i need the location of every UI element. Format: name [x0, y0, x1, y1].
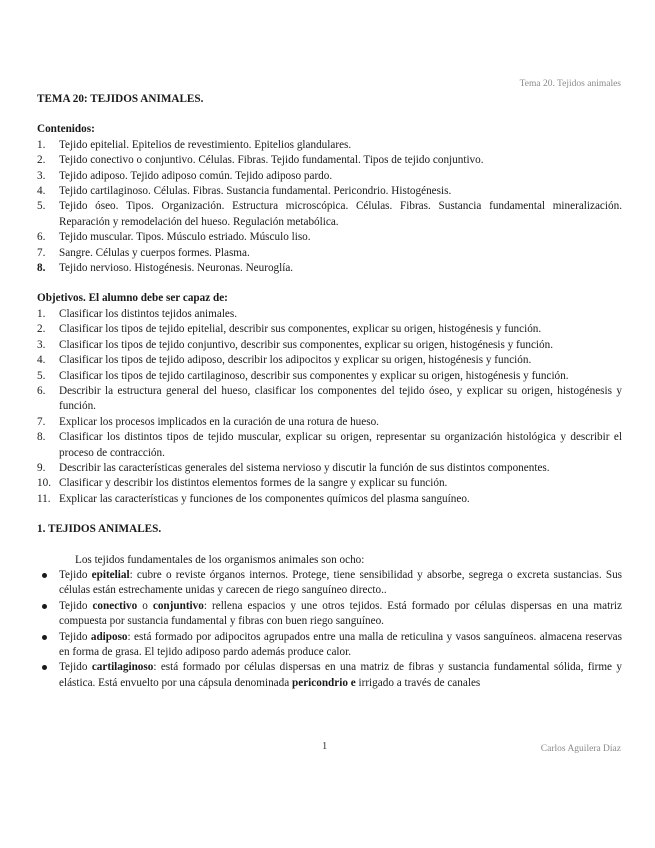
list-item: 2. Tejido conectivo o conjuntivo. Células. Fibras. Tejido fundamental. Tipos de tejido conjuntivo.: [37, 154, 484, 167]
list-item: 3. Tejido adiposo. Tejido adiposo común. Tejido adiposo pardo.: [37, 169, 333, 182]
list-item: 1. Clasificar los distintos tejidos animales.: [37, 307, 238, 320]
author-footer: Carlos Aguilera Díaz: [540, 744, 621, 754]
page-content: [37, 92, 622, 691]
objetivos-heading: Objetivos. El alumno debe ser capaz de:: [37, 292, 228, 305]
list-item: 5. Clasificar los tipos de tejido cartilaginoso, describir sus componentes y explicar su origen, histogénesis y función.: [37, 369, 569, 382]
bullet-icon: [42, 604, 47, 609]
page-number: 1: [322, 741, 328, 752]
list-item: 8. Tejido nervioso. Histogénesis. Neuronas. Neuroglía.: [37, 262, 294, 275]
objetivos-list: [37, 307, 622, 507]
running-header: Tema 20. Tejidos animales: [519, 79, 621, 89]
list-item: 9. Describir las características generales del sistema nervioso y discutir la función de sus distintos componentes.: [37, 461, 550, 474]
bullet-item: Tejido epitelial: cubre o reviste órganos internos. Protege, tiene sensibilidad y absorbe, segrega o excreta sustancias. Sus células están estrechamente unidas y carecen de riego sanguíneo directo..: [37, 568, 622, 599]
list-item: 4. Tejido cartilaginoso. Células. Fibras. Sustancia fundamental. Pericondrio. Histogénesis.: [37, 185, 452, 198]
bullet-icon: [42, 573, 47, 578]
list-item: 2. Clasificar los tipos de tejido epitelial, describir sus componentes, explicar su origen, histogénesis y función.: [37, 323, 542, 336]
section-title: 1. TEJIDOS ANIMALES.: [37, 523, 162, 536]
contenidos-heading: Contenidos:: [37, 123, 95, 136]
contenidos-list: [37, 138, 622, 277]
list-item: 8. Clasificar los distintos tipos de tejido muscular, explicar su origen, representar su organización histológica y describir el proceso de contracción.: [37, 431, 622, 459]
list-item: 6. Describir la estructura general del hueso, clasificar los componentes del tejido óseo, y explicar su origen, histogénesis y función.: [37, 384, 622, 413]
bullet-item: Tejido cartilaginoso: está formado por células dispersas en una matriz de fibras y sustancia fundamental sólida, firme y elástica. Está envuelto por una cápsula denominada pericondrio e irrigado a través de canales: [37, 660, 622, 691]
list-item: 1. Tejido epitelial. Epitelios de revestimiento. Epitelios glandulares.: [37, 138, 352, 151]
list-item: 10. Clasificar y describir los distintos elementos formes de la sangre y explicar su función.: [37, 477, 448, 490]
list-item: 3. Clasificar los tipos de tejido conjuntivo, describir sus componentes, explicar su origen, histogénesis y función.: [37, 338, 554, 351]
list-item: 7. Explicar los procesos implicados en la curación de una rotura de hueso.: [37, 415, 379, 428]
bullet-icon: [42, 665, 47, 670]
list-item: 7. Sangre. Células y cuerpos formes. Plasma.: [37, 246, 250, 259]
bullet-item: Tejido conectivo o conjuntivo: rellena espacios y une otros tejidos. Está formado por células dispersas en una matriz compuesta por sustancia fundamental y fibras con buen riego sanguíneo.: [37, 599, 622, 630]
document-title: TEMA 20: TEJIDOS ANIMALES.: [37, 93, 204, 105]
section-intro: Los tejidos fundamentales de los organismos animales son ocho:: [75, 553, 365, 566]
bullet-item: Tejido adiposo: está formado por adipocitos agrupados entre una malla de reticulina y vasos sanguíneos. almacena reservas en forma de grasa. El tejido adiposo pardo además produce calor.: [37, 630, 622, 661]
list-item: 6. Tejido muscular. Tipos. Músculo estriado. Músculo liso.: [37, 231, 311, 244]
bullet-icon: [42, 635, 47, 640]
list-item: 5. Tejido óseo. Tipos. Organización. Estructura microscópica. Células. Fibras. Sustancia fundamental mineralización. Reparación y remodelación del hueso. Regulación metabólica.: [37, 200, 622, 228]
list-item: 4. Clasificar los tipos de tejido adiposo, describir los adipocitos y explicar su origen, histogénesis y función.: [37, 354, 532, 367]
list-item: 11. Explicar las características y funciones de los componentes químicos del plasma sanguíneo.: [37, 492, 470, 505]
tissue-bullet-list: [37, 568, 622, 691]
